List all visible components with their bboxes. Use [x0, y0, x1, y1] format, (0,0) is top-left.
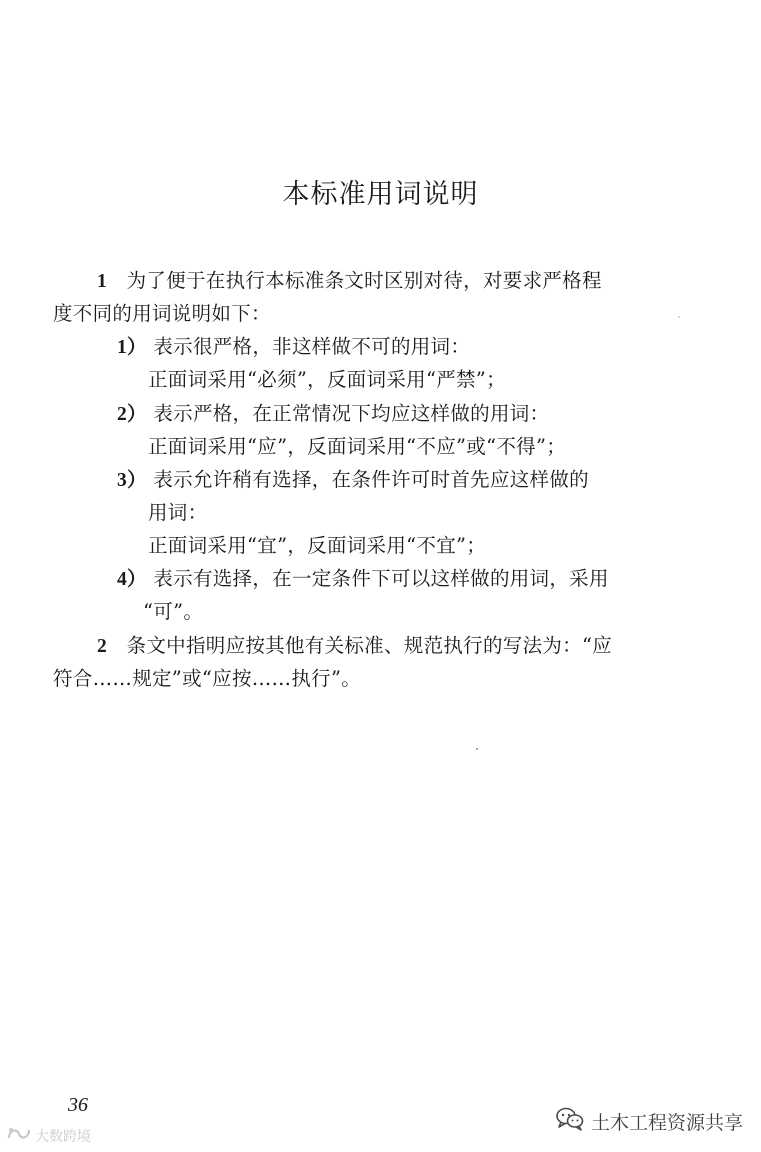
item-text: 表示很严格，非这样做不可的用词： [153, 335, 471, 358]
item-number: 2） [117, 404, 147, 425]
item-3-line-1 [117, 464, 589, 492]
item-number: 4） [117, 569, 147, 590]
clause-text: 符合……规定”或“应按……执行”。 [53, 667, 362, 690]
clause-text: 为了便于在执行本标准条文时区别对待，对要求严格程 [126, 269, 602, 292]
clause-2-line-1 [97, 630, 612, 658]
item-text: 用词： [148, 501, 208, 524]
scan-speck [678, 316, 680, 318]
item-2-line-1 [117, 398, 549, 426]
page-number: 36 [68, 1094, 88, 1116]
item-4-line-1 [117, 563, 609, 591]
watermark-left [6, 1124, 91, 1148]
clause-1-line-1 [97, 265, 602, 293]
item-1-line-1 [117, 331, 470, 359]
scan-speck [476, 748, 478, 750]
clause-text: 度不同的用词说明如下： [53, 302, 271, 325]
clause-text: 条文中指明应按其他有关标准、规范执行的写法为：“应 [126, 634, 613, 657]
item-text: 正面词采用“应”，反面词采用“不应”或“不得”； [148, 435, 567, 458]
item-number: 1） [117, 337, 147, 358]
watermark-left-text: 大数跨境 [35, 1129, 91, 1145]
item-text: 正面词采用“宜”，反面词采用“不宜”； [148, 534, 487, 557]
clause-number: 2 [97, 636, 108, 657]
item-number: 3） [117, 470, 147, 491]
watermark-right [555, 1106, 743, 1137]
logo-icon [6, 1126, 32, 1146]
item-4-line-2 [143, 596, 203, 624]
item-text: “可”。 [143, 600, 204, 623]
item-text: 表示有选择，在一定条件下可以这样做的用词，采用 [153, 567, 609, 590]
watermark-right-text: 土木工程资源共享 [591, 1112, 744, 1134]
item-2-line-2 [148, 431, 566, 459]
wechat-icon [555, 1106, 585, 1137]
item-3-line-2 [148, 497, 207, 525]
item-1-line-2 [148, 364, 506, 392]
clause-1-line-2 [53, 298, 271, 326]
clause-2-line-2 [53, 663, 361, 691]
item-text: 表示允许稍有选择，在条件许可时首先应这样做的 [153, 468, 589, 491]
item-text: 正面词采用“必须”，反面词采用“严禁”； [148, 368, 506, 391]
item-3-line-3 [148, 530, 486, 558]
item-text: 表示严格，在正常情况下均应这样做的用词： [153, 402, 550, 425]
clause-number: 1 [97, 271, 108, 292]
page-title: 本标准用词说明 [282, 179, 479, 210]
